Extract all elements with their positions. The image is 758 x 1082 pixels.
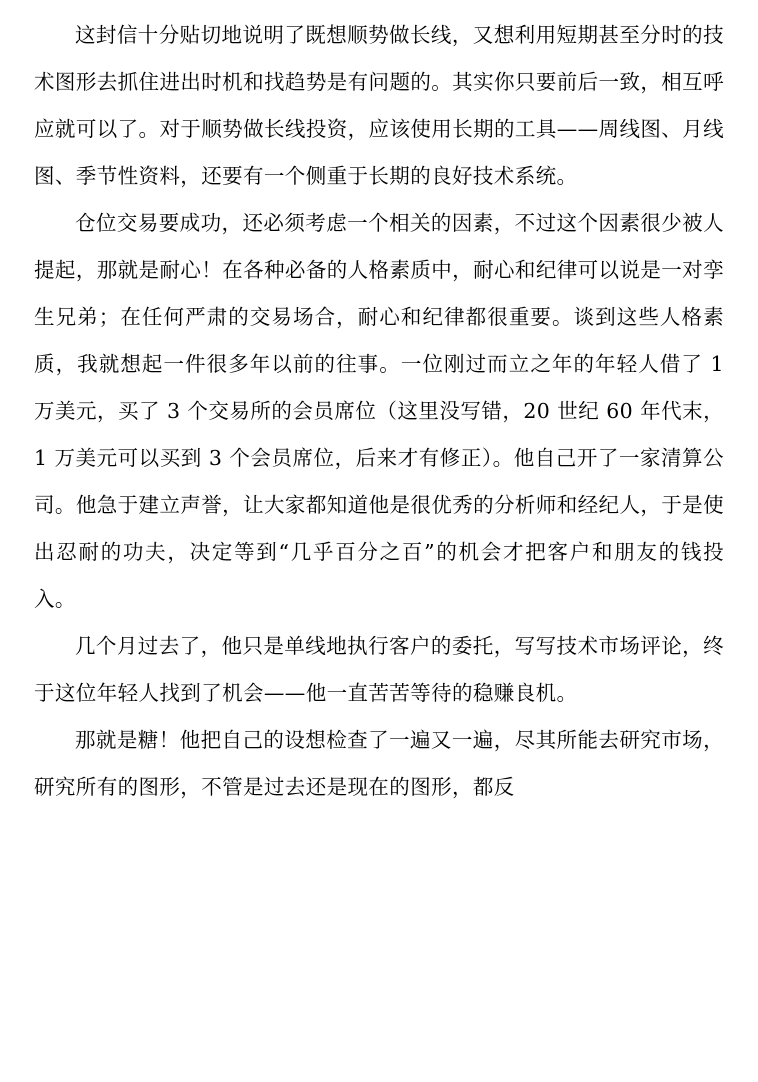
paragraph-3: 几个月过去了，他只是单线地执行客户的委托，写写技术市场评论，终于这位年轻人找到了机会——他一直苦苦等待的稳赚良机。	[34, 634, 724, 705]
paragraph-1: 这封信十分贴切地说明了既想顺势做长线，又想利用短期甚至分时的技术图形去抓住进出时机和找趋势是有问题的。其实你只要前后一致，相互呼应就可以了。对于顺势做长线投资，应该使用长期的工具——周线图、月线图、季节性资料，还要有一个侧重于长期的良好技术系统。	[34, 23, 724, 188]
paragraph-2: 仓位交易要成功，还必须考虑一个相关的因素，不过这个因素很少被人提起，那就是耐心！在各种必备的人格素质中，耐心和纪律可以说是一对孪生兄弟；在任何严肃的交易场合，耐心和纪律都很重要。谈到这些人格素质，我就想起一件很多年以前的往事。一位刚过而立之年的年轻人借了 1 万美元，买了 3 个交易所的会员席位（这里没写错，20 世纪 60 年代末，1 万美元可以买到 3 个会员席位，后来才有修正）。他自己开了一家清算公司。他急于建立声誉，让大家都知道他是很优秀的分析师和经纪人，于是使出忍耐的功夫，决定等到“几乎百分之百”的机会才把客户和朋友的钱投入。	[34, 211, 724, 611]
paragraph-4: 那就是糖！他把自己的设想检查了一遍又一遍，尽其所能去研究市场，研究所有的图形，不管是过去还是现在的图形，都反	[34, 728, 724, 799]
